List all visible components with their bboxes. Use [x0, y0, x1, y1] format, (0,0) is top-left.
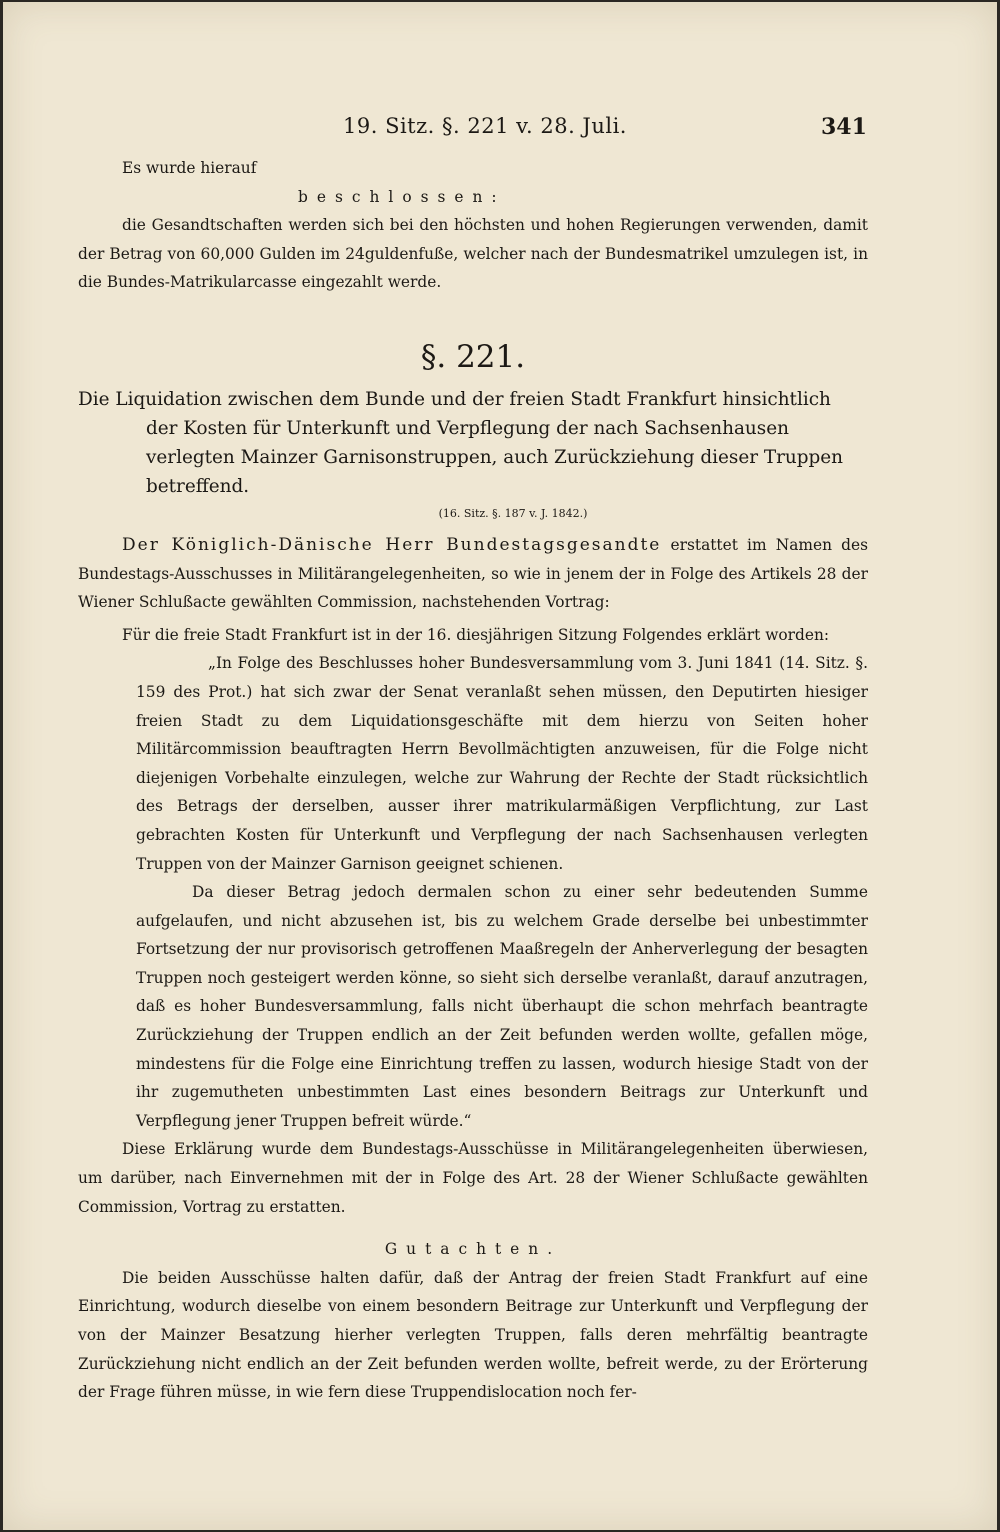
report-rest: erstattet im Namen des Bundestags-Ausschusses in Militärangelegenheiten, so wie in jenem der in Folge des Artikels 28 der Wiener Schlußacte gewählten Commission, nachstehenden Vortrag:: [78, 535, 868, 612]
section-title: Die Liquidation zwischen dem Bunde und der freien Stadt Frankfurt hinsichtlich der Kosten für Unterkunft und Verpflegung der nach Sachsenhausen verlegten Mainzer Garnisonstruppen, auch Zurückziehung dieser Truppen betreffend.: [78, 388, 844, 497]
paragraph-frankfurt: Für die freie Stadt Frankfurt ist in der 16. diesjährigen Sitzung Folgendes erklärt worden:: [122, 625, 830, 644]
quote-paragraph-2: Da dieser Betrag jedoch dermalen schon zu einer sehr bedeutenden Summe aufgelaufen, und nicht abzusehen ist, bis zu welchem Grade derselbe bei unbestimmter Fortsetzung der nur provisorisch getroffenen Maaßregeln der Anherverlegung der besagten Truppen noch gesteigert werden könne, so sieht sich derselbe veranlaßt, darauf anzutragen, daß es hoher Bundesversammlung, falls nicht überhaupt die schon mehrfach beantragte Zurückziehung der Truppen endlich an der Zeit befunden werden wollte, gefallen möge, mindestens für die Folge eine Einrichtung treffen zu lassen, wodurch hiesige Stadt von der ihr zugemutheten unbestimmten Last eines besondern Beitrags zur Unterkunft und Verpflegung jener Truppen befreit würde.“: [136, 883, 868, 1130]
report-lead: Der Königlich-Dänische Herr Bundestagsgesandte: [122, 534, 662, 555]
resolved-heading: beschlossen:: [298, 187, 506, 206]
paragraph-referral: Diese Erklärung wurde dem Bundestags-Ausschüsse in Militärangelegenheiten überwiesen, um darüber, nach Einvernehmen mit der in Folge des Art. 28 der Wiener Schlußacte gewählten Commission, Vortrag zu erstatten.: [78, 1140, 868, 1216]
section-mark: §. 221.: [420, 338, 526, 375]
running-head: 19. Sitz. §. 221 v. 28. Juli.: [343, 114, 627, 138]
quote-paragraph-1: „In Folge des Beschlusses hoher Bundesversammlung vom 3. Juni 1841 (14. Sitz. §. 159 des Prot.) hat sich zwar der Senat veranlaßt sehen müssen, den Deputirten hiesiger freien Stadt zu dem Liquidationsgeschäfte mit dem hierzu von Seiten hoher Militärcommission beauftragten Herrn Bevollmächtigten anzuweisen, für die Folge nicht diejenigen Vorbehalte einzulegen, welche zur Wahrung der Rechte der Stadt rücksichtlich des Betrags der derselben, ausser ihrer matrikularmäßigen Verpflichtung, zur Last gebrachten Kosten für Unterkunft und Verpflegung der nach Sachsenhausen verlegten Truppen von der Mainzer Garnison geeignet schienen.: [136, 654, 868, 873]
page-body: [78, 154, 868, 1407]
paragraph-report: [78, 531, 868, 617]
section-citation: (16. Sitz. §. 187 v. J. 1842.): [438, 506, 588, 520]
paragraph-opinion: Die beiden Ausschüsse halten dafür, daß der Antrag der freien Stadt Frankfurt auf eine Einrichtung, wodurch dieselbe von einem besondern Beitrage zur Unterkunft und Verpflegung der von der Mainzer Besatzung hierher verlegten Truppen, falls deren mehrfältig beantragte Zurückziehung nicht endlich an der Zeit befunden werden wollte, befreit werde, zu der Erörterung der Frage führen müsse, in wie fern diese Truppendislocation noch fer-: [78, 1268, 868, 1402]
resolution-intro: Es wurde hierauf: [122, 159, 257, 177]
page-number: 341: [821, 114, 867, 140]
document-page: [3, 2, 997, 1530]
quoted-declaration: [78, 649, 868, 1135]
opinion-heading: Gutachten.: [384, 1240, 562, 1259]
page-header: [3, 114, 997, 148]
resolution-text: die Gesandtschaften werden sich bei den höchsten und hohen Regierungen verwenden, damit der Betrag von 60,000 Gulden im 24guldenfuße, welcher nach der Bundesmatrikel umzulegen ist, in die Bundes-Matrikularcasse eingezahlt werde.: [78, 216, 868, 292]
